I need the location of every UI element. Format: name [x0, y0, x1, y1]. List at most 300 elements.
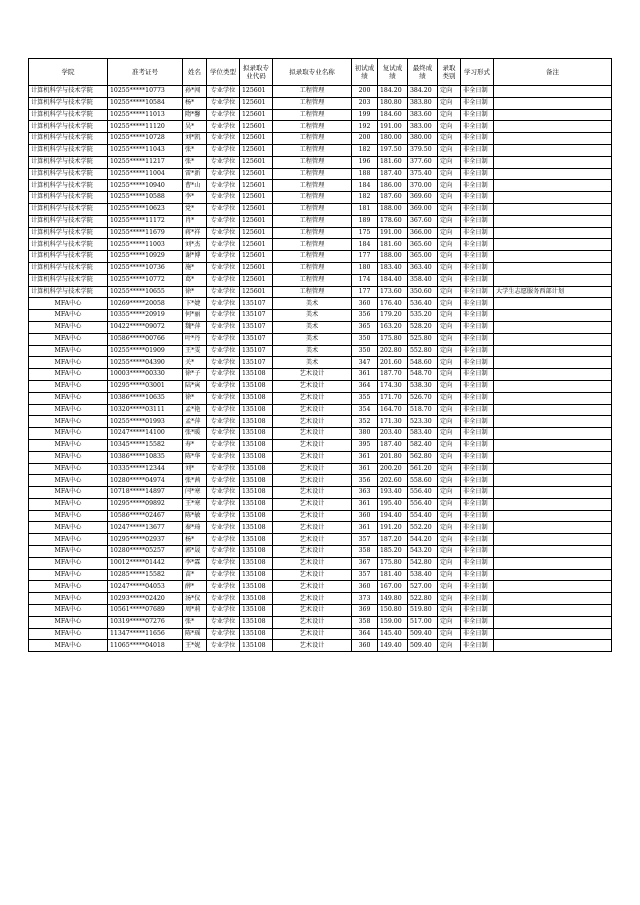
cell-exam-id: 10255*****11120 [108, 121, 183, 133]
cell-exam-id: 10269*****20058 [108, 298, 183, 310]
cell-major-name: 艺术设计 [273, 546, 352, 558]
cell-admission-category: 定向 [438, 510, 461, 522]
cell-exam-id: 10255*****04390 [108, 357, 183, 369]
cell-degree-type: 专业学位 [207, 310, 240, 322]
cell-major-code: 135108 [240, 628, 273, 640]
cell-admission-category: 定向 [438, 203, 461, 215]
cell-exam-id: 10255*****10655 [108, 286, 183, 298]
cell-major-code: 135108 [240, 404, 273, 416]
cell-final-score: 526.70 [408, 392, 438, 404]
cell-retest-score: 187.40 [378, 439, 408, 451]
cell-final-score: 509.40 [408, 628, 438, 640]
cell-admission-category: 定向 [438, 475, 461, 487]
cell-final-score: 383.80 [408, 97, 438, 109]
cell-final-score: 367.60 [408, 215, 438, 227]
cell-exam-id: 10255*****11043 [108, 144, 183, 156]
cell-name: 魏*萍 [183, 321, 207, 333]
cell-final-score: 525.80 [408, 333, 438, 345]
cell-degree-type: 专业学位 [207, 274, 240, 286]
cell-remarks [494, 451, 612, 463]
cell-major-name: 工程管理 [273, 274, 352, 286]
cell-major-name: 工程管理 [273, 203, 352, 215]
cell-final-score: 365.60 [408, 239, 438, 251]
cell-degree-type: 专业学位 [207, 605, 240, 617]
cell-name: 闫*寒 [183, 487, 207, 499]
cell-retest-score: 201.80 [378, 451, 408, 463]
cell-major-code: 125601 [240, 156, 273, 168]
cell-major-code: 135108 [240, 428, 273, 440]
cell-final-score: 536.40 [408, 298, 438, 310]
cell-name: 周*莉 [183, 605, 207, 617]
cell-college: MFA中心 [29, 498, 108, 510]
cell-major-code: 135107 [240, 345, 273, 357]
cell-retest-score: 171.70 [378, 392, 408, 404]
cell-exam-id: 10320*****03111 [108, 404, 183, 416]
cell-admission-category: 定向 [438, 227, 461, 239]
cell-admission-category: 定向 [438, 180, 461, 192]
cell-study-mode: 非全日制 [461, 581, 494, 593]
cell-major-name: 艺术设计 [273, 628, 352, 640]
cell-college: 计算机科学与技术学院 [29, 121, 108, 133]
cell-admission-category: 定向 [438, 192, 461, 204]
cell-final-score: 383.60 [408, 109, 438, 121]
cell-remarks [494, 369, 612, 381]
cell-initial-score: 358 [352, 616, 378, 628]
cell-retest-score: 180.80 [378, 97, 408, 109]
header-study-mode: 学习形式 [461, 59, 494, 86]
cell-degree-type: 专业学位 [207, 487, 240, 499]
cell-retest-score: 164.70 [378, 404, 408, 416]
cell-major-name: 工程管理 [273, 144, 352, 156]
admission-table [28, 58, 612, 652]
cell-final-score: 548.60 [408, 357, 438, 369]
cell-admission-category: 定向 [438, 133, 461, 145]
table-row [29, 215, 612, 227]
cell-admission-category: 定向 [438, 380, 461, 392]
cell-study-mode: 非全日制 [461, 310, 494, 322]
cell-admission-category: 定向 [438, 86, 461, 98]
cell-study-mode: 非全日制 [461, 286, 494, 298]
cell-exam-id: 10255*****11004 [108, 168, 183, 180]
cell-degree-type: 专业学位 [207, 251, 240, 263]
cell-exam-id: 10319*****07276 [108, 616, 183, 628]
table-row [29, 593, 612, 605]
cell-college: MFA中心 [29, 628, 108, 640]
cell-retest-score: 184.20 [378, 86, 408, 98]
cell-admission-category: 定向 [438, 616, 461, 628]
cell-admission-category: 定向 [438, 144, 461, 156]
cell-final-score: 527.00 [408, 581, 438, 593]
cell-major-name: 艺术设计 [273, 522, 352, 534]
cell-admission-category: 定向 [438, 416, 461, 428]
cell-admission-category: 定向 [438, 546, 461, 558]
cell-initial-score: 350 [352, 333, 378, 345]
cell-major-code: 125601 [240, 168, 273, 180]
cell-final-score: 535.20 [408, 310, 438, 322]
cell-remarks [494, 321, 612, 333]
cell-major-name: 艺术设计 [273, 605, 352, 617]
table-row [29, 475, 612, 487]
cell-degree-type: 专业学位 [207, 192, 240, 204]
cell-name: 陈*华 [183, 451, 207, 463]
table-row [29, 262, 612, 274]
cell-major-code: 135107 [240, 310, 273, 322]
cell-exam-id: 10335*****12344 [108, 463, 183, 475]
cell-major-code: 125601 [240, 215, 273, 227]
cell-college: MFA中心 [29, 557, 108, 569]
cell-college: MFA中心 [29, 522, 108, 534]
cell-name: 杨* [183, 97, 207, 109]
cell-college: MFA中心 [29, 487, 108, 499]
cell-name: 李*霖 [183, 557, 207, 569]
cell-study-mode: 非全日制 [461, 392, 494, 404]
cell-major-name: 工程管理 [273, 192, 352, 204]
cell-admission-category: 定向 [438, 605, 461, 617]
cell-major-name: 艺术设计 [273, 557, 352, 569]
cell-exam-id: 10293*****02420 [108, 593, 183, 605]
cell-degree-type: 专业学位 [207, 262, 240, 274]
cell-initial-score: 357 [352, 569, 378, 581]
cell-major-code: 125601 [240, 274, 273, 286]
cell-study-mode: 非全日制 [461, 144, 494, 156]
cell-retest-score: 163.20 [378, 321, 408, 333]
table-row [29, 239, 612, 251]
cell-final-score: 380.00 [408, 133, 438, 145]
cell-remarks [494, 133, 612, 145]
cell-initial-score: 352 [352, 416, 378, 428]
cell-initial-score: 360 [352, 581, 378, 593]
cell-degree-type: 专业学位 [207, 321, 240, 333]
cell-major-code: 135108 [240, 463, 273, 475]
cell-exam-id: 10718*****14897 [108, 487, 183, 499]
cell-remarks [494, 227, 612, 239]
cell-admission-category: 定向 [438, 392, 461, 404]
cell-college: MFA中心 [29, 333, 108, 345]
table-row [29, 251, 612, 263]
cell-study-mode: 非全日制 [461, 369, 494, 381]
cell-remarks [494, 345, 612, 357]
cell-admission-category: 定向 [438, 439, 461, 451]
cell-final-score: 517.00 [408, 616, 438, 628]
cell-exam-id: 10003*****00330 [108, 369, 183, 381]
cell-retest-score: 176.40 [378, 298, 408, 310]
cell-college: MFA中心 [29, 451, 108, 463]
cell-name: 薛* [183, 581, 207, 593]
table-row [29, 369, 612, 381]
cell-study-mode: 非全日制 [461, 345, 494, 357]
cell-degree-type: 专业学位 [207, 380, 240, 392]
cell-exam-id: 10345*****15582 [108, 439, 183, 451]
table-row [29, 357, 612, 369]
cell-major-code: 125601 [240, 203, 273, 215]
cell-retest-score: 175.80 [378, 557, 408, 569]
cell-admission-category: 定向 [438, 451, 461, 463]
cell-major-name: 工程管理 [273, 133, 352, 145]
table-row [29, 109, 612, 121]
cell-college: 计算机科学与技术学院 [29, 262, 108, 274]
cell-major-code: 135108 [240, 475, 273, 487]
cell-initial-score: 364 [352, 380, 378, 392]
header-exam-id: 准考证号 [108, 59, 183, 86]
cell-admission-category: 定向 [438, 310, 461, 322]
cell-major-name: 工程管理 [273, 180, 352, 192]
cell-final-score: 544.20 [408, 534, 438, 546]
cell-final-score: 562.80 [408, 451, 438, 463]
cell-college: MFA中心 [29, 310, 108, 322]
cell-name: 曹*山 [183, 180, 207, 192]
cell-study-mode: 非全日制 [461, 203, 494, 215]
cell-exam-id: 10255*****11217 [108, 156, 183, 168]
cell-major-name: 工程管理 [273, 239, 352, 251]
cell-initial-score: 380 [352, 428, 378, 440]
cell-college: 计算机科学与技术学院 [29, 86, 108, 98]
cell-retest-score: 180.00 [378, 133, 408, 145]
cell-initial-score: 358 [352, 546, 378, 558]
cell-study-mode: 非全日制 [461, 451, 494, 463]
cell-major-name: 艺术设计 [273, 475, 352, 487]
admission-list [28, 58, 612, 652]
cell-exam-id: 10295*****03001 [108, 380, 183, 392]
cell-degree-type: 专业学位 [207, 357, 240, 369]
cell-name: 张* [183, 144, 207, 156]
cell-retest-score: 167.00 [378, 581, 408, 593]
cell-retest-score: 193.40 [378, 487, 408, 499]
cell-remarks [494, 274, 612, 286]
cell-retest-score: 195.40 [378, 498, 408, 510]
cell-admission-category: 定向 [438, 97, 461, 109]
cell-study-mode: 非全日制 [461, 239, 494, 251]
cell-initial-score: 182 [352, 144, 378, 156]
cell-degree-type: 专业学位 [207, 156, 240, 168]
cell-remarks [494, 215, 612, 227]
cell-retest-score: 191.00 [378, 227, 408, 239]
cell-exam-id: 10280*****05257 [108, 546, 183, 558]
table-row [29, 557, 612, 569]
cell-study-mode: 非全日制 [461, 333, 494, 345]
table-row [29, 451, 612, 463]
cell-final-score: 366.00 [408, 227, 438, 239]
cell-degree-type: 专业学位 [207, 463, 240, 475]
cell-major-code: 135108 [240, 439, 273, 451]
cell-degree-type: 专业学位 [207, 640, 240, 652]
cell-study-mode: 非全日制 [461, 192, 494, 204]
cell-retest-score: 181.60 [378, 239, 408, 251]
cell-name: 李* [183, 192, 207, 204]
cell-exam-id: 10247*****14100 [108, 428, 183, 440]
cell-degree-type: 专业学位 [207, 133, 240, 145]
cell-major-name: 美术 [273, 321, 352, 333]
cell-study-mode: 非全日制 [461, 133, 494, 145]
table-row [29, 463, 612, 475]
cell-name: 关* [183, 357, 207, 369]
cell-admission-category: 定向 [438, 274, 461, 286]
cell-degree-type: 专业学位 [207, 97, 240, 109]
cell-retest-score: 181.40 [378, 569, 408, 581]
cell-major-name: 工程管理 [273, 168, 352, 180]
cell-initial-score: 361 [352, 369, 378, 381]
cell-exam-id: 10255*****01993 [108, 416, 183, 428]
cell-study-mode: 非全日制 [461, 357, 494, 369]
cell-college: MFA中心 [29, 546, 108, 558]
cell-study-mode: 非全日制 [461, 498, 494, 510]
cell-final-score: 582.40 [408, 439, 438, 451]
cell-final-score: 556.40 [408, 498, 438, 510]
cell-admission-category: 定向 [438, 369, 461, 381]
cell-remarks [494, 251, 612, 263]
cell-name: 何*丽 [183, 310, 207, 322]
table-row [29, 628, 612, 640]
cell-major-code: 135108 [240, 569, 273, 581]
cell-final-score: 538.30 [408, 380, 438, 392]
cell-study-mode: 非全日制 [461, 262, 494, 274]
cell-initial-score: 355 [352, 392, 378, 404]
table-row [29, 86, 612, 98]
cell-degree-type: 专业学位 [207, 333, 240, 345]
cell-initial-score: 188 [352, 168, 378, 180]
cell-college: MFA中心 [29, 380, 108, 392]
cell-remarks [494, 581, 612, 593]
cell-degree-type: 专业学位 [207, 345, 240, 357]
cell-admission-category: 定向 [438, 557, 461, 569]
cell-name: 徐* [183, 392, 207, 404]
cell-degree-type: 专业学位 [207, 616, 240, 628]
cell-major-code: 125601 [240, 121, 273, 133]
table-row [29, 380, 612, 392]
cell-initial-score: 367 [352, 557, 378, 569]
cell-remarks [494, 192, 612, 204]
cell-major-code: 125601 [240, 227, 273, 239]
table-row [29, 404, 612, 416]
cell-degree-type: 专业学位 [207, 475, 240, 487]
table-row [29, 510, 612, 522]
cell-initial-score: 360 [352, 640, 378, 652]
cell-exam-id: 10255*****10736 [108, 262, 183, 274]
cell-exam-id: 10247*****13677 [108, 522, 183, 534]
cell-initial-score: 203 [352, 97, 378, 109]
cell-college: MFA中心 [29, 463, 108, 475]
header-name: 姓名 [183, 59, 207, 86]
cell-major-name: 美术 [273, 298, 352, 310]
cell-admission-category: 定向 [438, 534, 461, 546]
cell-final-score: 369.00 [408, 203, 438, 215]
cell-major-name: 艺术设计 [273, 640, 352, 652]
cell-major-name: 艺术设计 [273, 534, 352, 546]
cell-study-mode: 非全日制 [461, 628, 494, 640]
cell-major-name: 工程管理 [273, 86, 352, 98]
cell-exam-id: 10280*****04974 [108, 475, 183, 487]
cell-major-name: 艺术设计 [273, 439, 352, 451]
cell-final-score: 522.80 [408, 593, 438, 605]
cell-major-code: 125601 [240, 251, 273, 263]
cell-admission-category: 定向 [438, 333, 461, 345]
table-row [29, 168, 612, 180]
cell-retest-score: 171.30 [378, 416, 408, 428]
cell-retest-score: 184.40 [378, 274, 408, 286]
cell-initial-score: 189 [352, 215, 378, 227]
table-row [29, 546, 612, 558]
cell-college: MFA中心 [29, 439, 108, 451]
cell-college: 计算机科学与技术学院 [29, 286, 108, 298]
cell-degree-type: 专业学位 [207, 498, 240, 510]
cell-degree-type: 专业学位 [207, 569, 240, 581]
table-row [29, 498, 612, 510]
cell-major-name: 工程管理 [273, 227, 352, 239]
cell-initial-score: 177 [352, 251, 378, 263]
cell-study-mode: 非全日制 [461, 168, 494, 180]
cell-initial-score: 200 [352, 86, 378, 98]
cell-exam-id: 10247*****04053 [108, 581, 183, 593]
cell-remarks [494, 640, 612, 652]
cell-major-name: 艺术设计 [273, 593, 352, 605]
cell-admission-category: 定向 [438, 286, 461, 298]
cell-degree-type: 专业学位 [207, 392, 240, 404]
cell-major-name: 艺术设计 [273, 451, 352, 463]
cell-degree-type: 专业学位 [207, 581, 240, 593]
cell-admission-category: 定向 [438, 522, 461, 534]
cell-exam-id: 10255*****11679 [108, 227, 183, 239]
cell-exam-id: 10255*****11013 [108, 109, 183, 121]
cell-retest-score: 178.60 [378, 215, 408, 227]
cell-degree-type: 专业学位 [207, 546, 240, 558]
cell-name: 孟*萍 [183, 416, 207, 428]
cell-initial-score: 361 [352, 451, 378, 463]
cell-remarks [494, 262, 612, 274]
cell-remarks [494, 522, 612, 534]
cell-retest-score: 187.20 [378, 534, 408, 546]
table-row [29, 345, 612, 357]
cell-major-code: 135108 [240, 498, 273, 510]
cell-final-score: 377.60 [408, 156, 438, 168]
cell-major-name: 工程管理 [273, 156, 352, 168]
cell-major-name: 艺术设计 [273, 463, 352, 475]
cell-degree-type: 专业学位 [207, 369, 240, 381]
cell-study-mode: 非全日制 [461, 404, 494, 416]
cell-final-score: 558.60 [408, 475, 438, 487]
cell-major-code: 125601 [240, 180, 273, 192]
cell-remarks [494, 416, 612, 428]
cell-retest-score: 183.40 [378, 262, 408, 274]
cell-remarks [494, 557, 612, 569]
cell-retest-score: 184.60 [378, 109, 408, 121]
cell-remarks [494, 156, 612, 168]
cell-college: MFA中心 [29, 593, 108, 605]
cell-admission-category: 定向 [438, 463, 461, 475]
table-row [29, 616, 612, 628]
cell-name: 徐* [183, 286, 207, 298]
cell-final-score: 556.40 [408, 487, 438, 499]
cell-study-mode: 非全日制 [461, 475, 494, 487]
cell-final-score: 542.80 [408, 557, 438, 569]
table-row [29, 180, 612, 192]
cell-remarks [494, 439, 612, 451]
cell-remarks [494, 616, 612, 628]
header-college: 学院 [29, 59, 108, 86]
cell-exam-id: 10586*****02467 [108, 510, 183, 522]
cell-college: 计算机科学与技术学院 [29, 192, 108, 204]
cell-college: MFA中心 [29, 345, 108, 357]
cell-major-code: 135108 [240, 487, 273, 499]
cell-major-name: 艺术设计 [273, 428, 352, 440]
cell-major-name: 工程管理 [273, 109, 352, 121]
cell-name: 卞*婕 [183, 298, 207, 310]
cell-retest-score: 200.20 [378, 463, 408, 475]
cell-major-code: 135108 [240, 593, 273, 605]
cell-admission-category: 定向 [438, 487, 461, 499]
cell-degree-type: 专业学位 [207, 203, 240, 215]
cell-major-code: 135108 [240, 546, 273, 558]
cell-exam-id: 11347*****11656 [108, 628, 183, 640]
cell-initial-score: 196 [352, 156, 378, 168]
